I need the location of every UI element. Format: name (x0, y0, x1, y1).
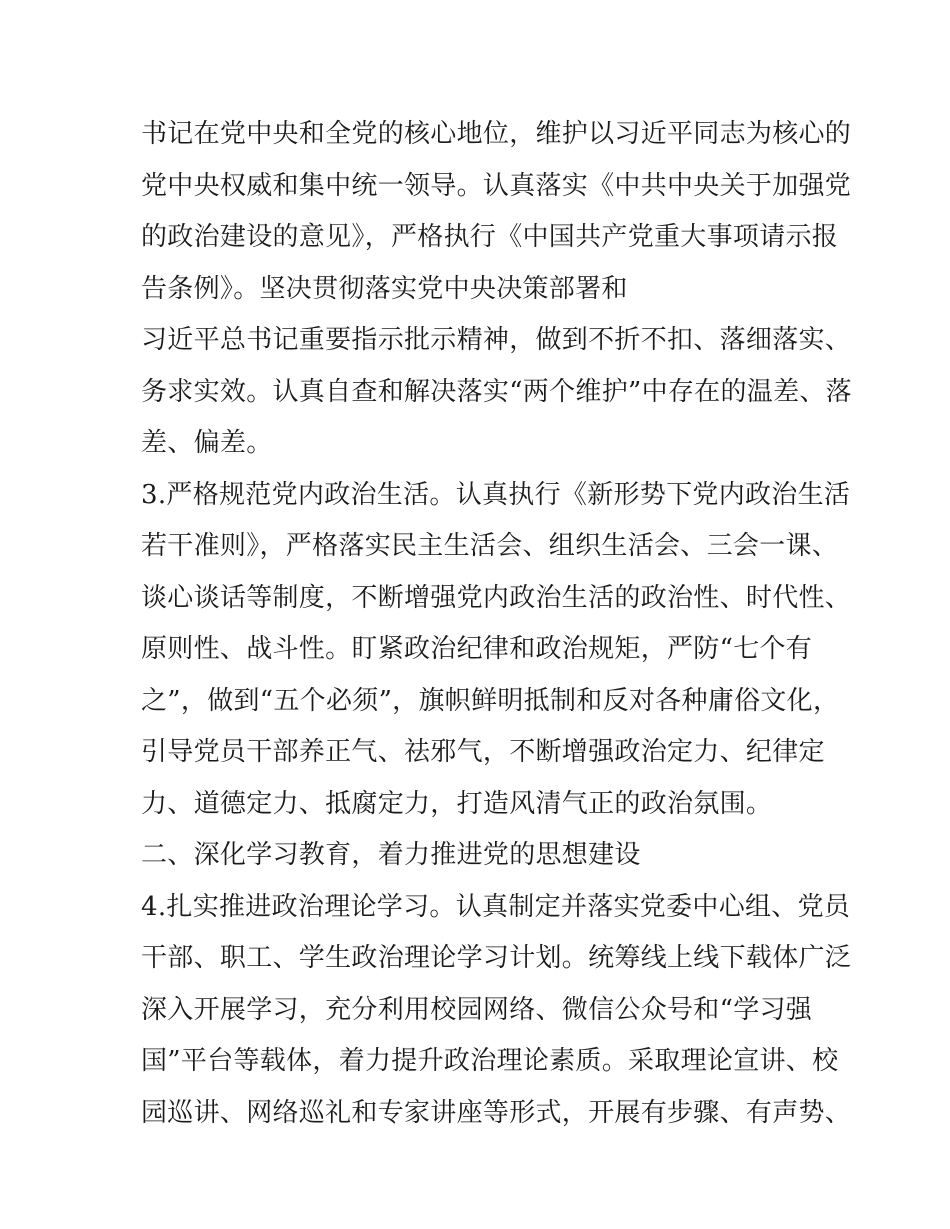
text-line: 力、道德定力、抵腐定力，打造风清气正的政治氛围。 (141, 788, 773, 819)
text-line: 书记在党中央和全党的核心地位，维护以习近平同志为核心的 (141, 119, 852, 149)
text-line: 干部、职工、学生政治理论学习计划。统筹线上线下载体广泛 (141, 943, 852, 973)
section-item-4-line: 4.扎实推进政治理论学习。认真制定并落实党委中心组、党员 (141, 891, 851, 922)
text-line: 深入开展学习，充分利用校园网络、微信公众号和“学习强 (141, 994, 813, 1025)
section-heading-2: 二、深化学习教育，着力推进党的思想建设 (141, 840, 641, 870)
section-item-3-line: 3.严格规范党内政治生活。认真执行《新形势下党内政治生活 (141, 479, 851, 510)
text-line: 园巡讲、网络巡礼和专家讲座等形式，开展有步骤、有声势、 (141, 1097, 852, 1128)
text-line: 谈心谈话等制度，不断增强党内政治生活的政治性、时代性、 (141, 582, 852, 613)
text-line: 之”，做到“五个必须”，旗帜鲜明抵制和反对各种庸俗文化， (141, 685, 840, 716)
text-line: 务求实效。认真自查和解决落实“两个维护”中存在的温差、落 (141, 376, 852, 407)
document-body (141, 109, 852, 1139)
text-line: 原则性、战斗性。盯紧政治纪律和政治规矩，严防“七个有 (141, 634, 813, 664)
text-line: 引导党员干部养正气、祛邪气，不断增强政治定力、纪律定 (141, 737, 825, 767)
text-line: 习近平总书记重要指示批示精神，做到不折不扣、落细落实、 (141, 325, 852, 355)
text-line: 告条例》。坚决贯彻落实党中央决策部署和 (141, 273, 628, 304)
text-line: 党中央权威和集中统一领导。认真落实《中共中央关于加强党 (141, 170, 852, 201)
text-line: 的政治建设的意见》，严格执行《中国共产党重大事项请示报 (141, 222, 839, 252)
text-line: 国”平台等载体，着力提升政治理论素质。采取理论宣讲、校 (141, 1046, 839, 1076)
text-line: 差、偏差。 (141, 428, 273, 458)
text-line: 若干准则》，严格落实民主生活会、组织生活会、三会一课、 (141, 531, 839, 561)
